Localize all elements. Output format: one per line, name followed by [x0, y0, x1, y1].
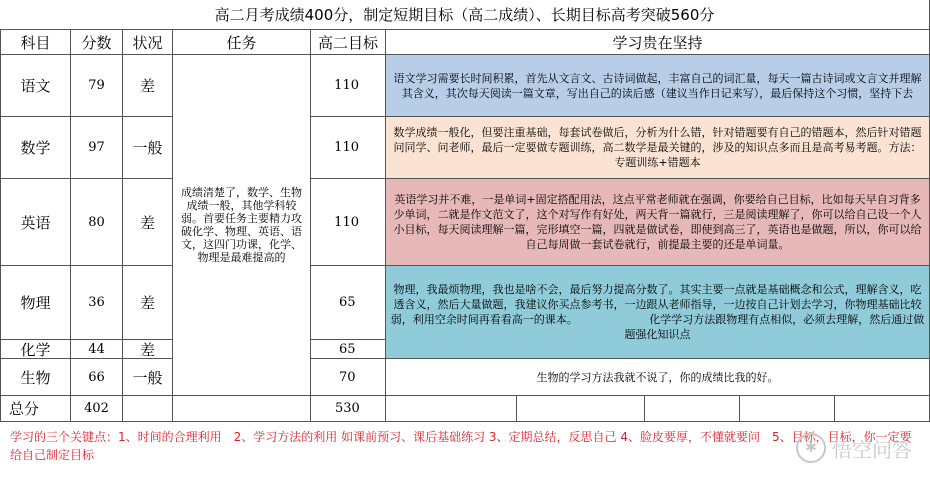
- status-cell: 差: [123, 340, 173, 359]
- wukong-logo-icon: ✱: [796, 433, 826, 463]
- subject-cell: 生物: [0, 359, 71, 396]
- task-cell: 成绩清楚了，数学、生物成绩一般，其他学科较弱。首要任务主要精力攻破化学、物理、英语、语文，这四门功课，化学、物理是最难提高的: [173, 55, 311, 396]
- note-biology: 生物的学习方法我就不说了，你的成绩比我的好。: [386, 359, 930, 396]
- score-cell: 79: [71, 55, 123, 117]
- target-cell: 110: [311, 55, 386, 117]
- subject-cell: 物理: [0, 266, 71, 340]
- header-target: 高二目标: [311, 30, 386, 55]
- score-cell: 44: [71, 340, 123, 359]
- score-cell: 97: [71, 117, 123, 179]
- note-chinese: 语文学习需要长时间积累，首先从文言文、古诗词做起，丰富自己的词汇量，每天一篇古诗词或文言文并理解其含义，其次每天阅读一篇文章，写出自己的读后感（建议当作日记来写），最后保持这个习惯，坚持下去: [386, 55, 930, 117]
- status-cell: 差: [123, 179, 173, 266]
- footer-tips: 学习的三个关键点：1、时间的合理利用 2、学习方法的利用 如课前预习、课后基础练习 3、定期总结，反思自己 4、脸皮要厚，不懂就要问 5、目标，目标，你一定要给自己制定目标: [10, 430, 912, 462]
- header-score: 分数: [71, 30, 123, 55]
- header-subject: 科目: [0, 30, 71, 55]
- empty-cell: [173, 396, 311, 422]
- status-cell: [123, 396, 173, 422]
- note-physics-chemistry: 物理，我最烦物理，我也是啥不会，最后努力提高分数了。其实主要一点就是基础概念和公式，理解含义，吃透含义，然后大量做题，我建议你买点参考书，一边跟从老师指导，一边按自己计划去学习，你物理基础比较弱，利用空余时间再看看高一的课本。 化学学习方法跟物理有点相似，必须去理解，然后通过做题强化知识点: [386, 266, 930, 359]
- target-cell: 530: [311, 396, 386, 422]
- subject-cell: 数学: [0, 117, 71, 179]
- empty-cell: [740, 396, 835, 422]
- subject-cell: 总分: [0, 396, 71, 422]
- note-math: 数学成绩一般化，但要注重基础，每套试卷做后，分析为什么错，针对错题要有自己的错题本，然后针对错题问同学、问老师，最后一定要做专题训练，高二数学是最关键的，涉及的知识点多而且是高考易考题。方法：专题训练+错题本: [386, 117, 930, 179]
- watermark-text: 悟空问答: [832, 437, 912, 462]
- empty-cell: [645, 396, 740, 422]
- header-task: 任务: [173, 30, 311, 55]
- header-note: 学习贵在坚持: [386, 30, 930, 55]
- status-cell: 差: [123, 55, 173, 117]
- target-cell: 110: [311, 117, 386, 179]
- target-cell: 70: [311, 359, 386, 396]
- header-status: 状况: [123, 30, 173, 55]
- score-cell: 36: [71, 266, 123, 340]
- subject-cell: 化学: [0, 340, 71, 359]
- target-cell: 65: [311, 340, 386, 359]
- status-cell: 一般: [123, 359, 173, 396]
- status-cell: 一般: [123, 117, 173, 179]
- score-cell: 80: [71, 179, 123, 266]
- target-cell: 110: [311, 179, 386, 266]
- empty-cell: [517, 396, 645, 422]
- score-cell: 66: [71, 359, 123, 396]
- subject-cell: 语文: [0, 55, 71, 117]
- target-cell: 65: [311, 266, 386, 340]
- status-cell: 差: [123, 266, 173, 340]
- watermark: [796, 433, 912, 463]
- score-cell: 402: [71, 396, 123, 422]
- empty-cell: [386, 396, 517, 422]
- note-english: 英语学习并不难，一是单词+固定搭配用法，这点平常老师就在强调，你要给自己目标，比如每天早自习背多少单词，二就是作文范文了，这个对写作有好处，两天背一篇就行，三是阅读理解了，你可以给自己设一个人小目标，每天阅读理解一篇，完形填空一篇，四就是做试卷，即使到高三了，英语也是做题，所以，你可以给自己每周做一套试卷就行，前提最主要的还是单词量。: [386, 179, 930, 266]
- subject-cell: 英语: [0, 179, 71, 266]
- empty-cell: [835, 396, 930, 422]
- sheet-title: 高二月考成绩400分，制定短期目标（高二成绩）、长期目标高考突破560分: [0, 0, 930, 30]
